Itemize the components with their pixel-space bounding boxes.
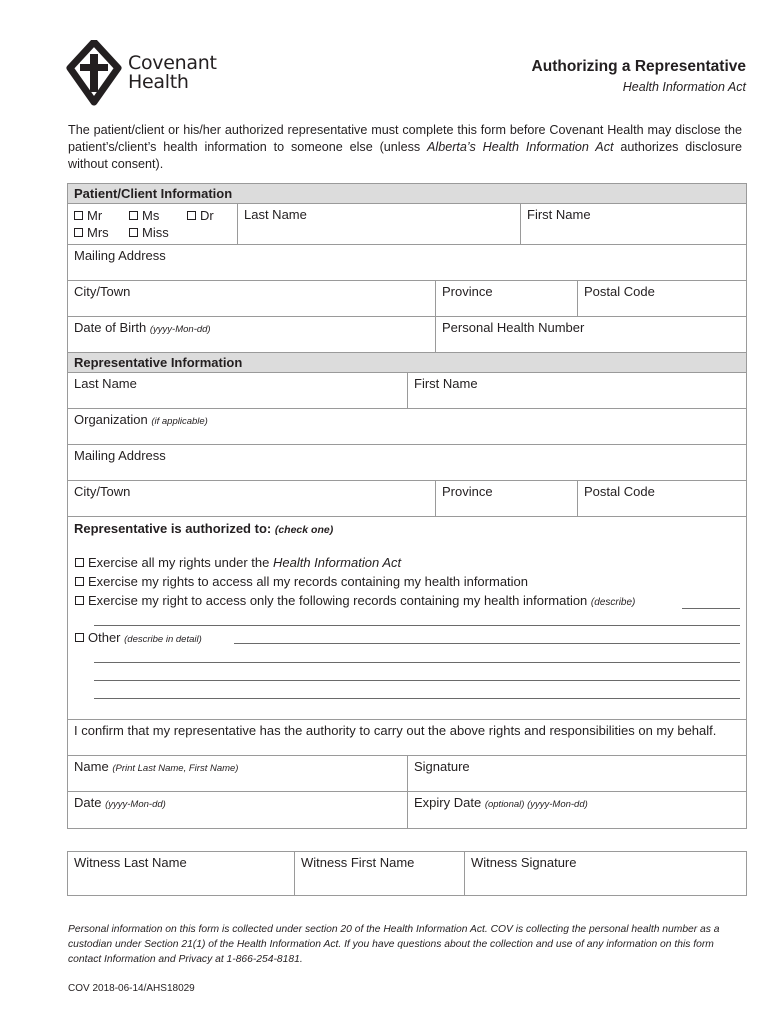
date-hint: (yyyy-Mon-dd): [105, 799, 166, 810]
patient-mailing-row: [68, 245, 746, 281]
rep-city-field[interactable]: [68, 481, 436, 516]
title-mrs-label: Mrs: [87, 225, 109, 240]
describe-line[interactable]: [94, 625, 740, 626]
patient-last-name-label: Last Name: [244, 207, 307, 222]
title-checkboxes: [68, 204, 238, 244]
checkbox[interactable]: [75, 596, 84, 605]
option2-text: Exercise my rights to access all my records containing my health information: [88, 574, 529, 589]
witness-signature-label: Witness Signature: [471, 855, 577, 870]
checkbox[interactable]: [74, 211, 83, 220]
confirm-name-label: Name: [74, 759, 109, 774]
patient-section-heading: Patient/Client Information: [68, 184, 746, 204]
patient-mailing-address-field[interactable]: [68, 245, 746, 280]
confirm-statement: I confirm that my representative has the authority to carry out the above rights and responsibilities on my behalf.: [68, 720, 746, 756]
other-detail-line[interactable]: [94, 662, 740, 663]
intro-part2: authorizes disclosure without consent).: [68, 140, 742, 171]
rep-mailing-address-label: Mailing Address: [74, 448, 166, 463]
rep-postal-code-field[interactable]: [578, 481, 746, 516]
rep-organization-field[interactable]: [68, 409, 746, 444]
checkbox[interactable]: [187, 211, 196, 220]
patient-dob-hint: (yyyy-Mon-dd): [149, 324, 211, 335]
title-dr-label: Dr: [200, 208, 214, 223]
title-row-1: [74, 207, 231, 224]
privacy-notice: Personal information on this form is collected under section 20 of the Health Information Act. COV is collecting the personal health number as a custodian under Section 21(1) of the Health Information Act. If you have questions about the collection and use of any information on this form contact Information and Privacy at 1-866-254-8181.: [68, 924, 720, 965]
confirm-name-field[interactable]: [68, 756, 408, 791]
patient-city-field[interactable]: [68, 281, 436, 316]
patient-dob-label: Date of Birth: [74, 320, 147, 335]
rep-first-name-label: First Name: [414, 376, 478, 391]
witness-signature-field[interactable]: [465, 852, 746, 895]
authorization-heading-text: Representative is authorized to:: [74, 521, 272, 536]
document-subtitle: Health Information Act: [622, 80, 746, 94]
title-dr[interactable]: [187, 208, 214, 223]
rep-organization-label: Organization: [74, 412, 148, 427]
checkbox[interactable]: [129, 228, 138, 237]
confirm-date-row: [68, 792, 746, 828]
title-row-2: [74, 224, 231, 241]
authorization-heading-hint: (check one): [274, 524, 334, 536]
patient-mailing-address-label: Mailing Address: [74, 248, 166, 263]
describe-line[interactable]: [682, 608, 740, 609]
rep-province-label: Province: [442, 484, 493, 499]
rep-city-label: City/Town: [74, 484, 131, 499]
patient-postal-code-label: Postal Code: [584, 284, 655, 299]
title-mrs[interactable]: [74, 224, 129, 241]
witness-first-name-field[interactable]: [295, 852, 465, 895]
rep-name-row: [68, 373, 746, 409]
covenant-health-logo: [66, 40, 226, 106]
option-other[interactable]: [75, 630, 202, 648]
representative-section-heading: Representative Information: [68, 353, 746, 373]
title-ms-label: Ms: [142, 208, 160, 223]
document-title: Authorizing a Representative: [531, 58, 746, 75]
patient-phn-label: Personal Health Number: [442, 320, 585, 335]
witness-last-name-field[interactable]: [68, 852, 295, 895]
date-field[interactable]: [68, 792, 408, 828]
patient-postal-code-field[interactable]: [578, 281, 746, 316]
expiry-date-label: Expiry Date: [414, 795, 482, 810]
witness-first-name-label: Witness First Name: [301, 855, 415, 870]
rep-mailing-address-field[interactable]: [68, 445, 746, 480]
title-mr[interactable]: [74, 207, 129, 224]
date-label: Date: [74, 795, 102, 810]
rep-organization-row: [68, 409, 746, 445]
rep-mailing-row: [68, 445, 746, 481]
patient-province-label: Province: [442, 284, 493, 299]
authorization-section: [68, 517, 746, 720]
form-code: COV 2018-06-14/AHS18029: [68, 983, 195, 994]
signature-label: Signature: [414, 759, 470, 774]
other-detail-line[interactable]: [94, 698, 740, 699]
expiry-date-hint: (optional) (yyyy-Mon-dd): [484, 799, 588, 810]
patient-dob-field[interactable]: [68, 317, 436, 352]
logo-line-health: Health: [128, 71, 189, 93]
cross-shield-icon: [66, 40, 122, 106]
option3-hint: (describe): [590, 597, 636, 608]
title-miss[interactable]: [129, 225, 169, 240]
rep-province-field[interactable]: [436, 481, 578, 516]
option3-text: Exercise my right to access only the following records containing my health information: [88, 593, 588, 608]
patient-province-field[interactable]: [436, 281, 578, 316]
main-form: [67, 183, 747, 829]
checkbox[interactable]: [75, 558, 84, 567]
other-detail-line[interactable]: [94, 680, 740, 681]
confirm-name-row: [68, 756, 746, 792]
option1-act: Health Information Act: [272, 555, 402, 570]
patient-last-name-field[interactable]: [238, 204, 521, 244]
option1-text: Exercise all my rights under the: [88, 555, 273, 570]
rep-first-name-field[interactable]: [408, 373, 746, 408]
checkbox[interactable]: [75, 633, 84, 642]
title-mr-label: Mr: [87, 208, 103, 223]
checkbox[interactable]: [74, 228, 83, 237]
title-ms[interactable]: [129, 207, 187, 224]
intro-part1: The patient/client or his/her authorized representative must complete this form before Covenant Health may disclose the patient’s/client’s health information to someone else (unless: [68, 123, 742, 154]
patient-dob-row: [68, 317, 746, 353]
patient-city-label: City/Town: [74, 284, 131, 299]
intro-act: Alberta’s Health Information Act: [427, 140, 614, 154]
rep-last-name-label: Last Name: [74, 376, 137, 391]
logo-text: [128, 54, 217, 92]
option-access-all-records[interactable]: [75, 574, 528, 590]
rep-postal-code-label: Postal Code: [584, 484, 655, 499]
authorization-heading: [74, 521, 740, 536]
option-exercise-all-rights[interactable]: [75, 555, 401, 571]
rep-organization-hint: (if applicable): [151, 416, 208, 427]
intro-paragraph: [68, 122, 742, 173]
title-miss-label: Miss: [142, 225, 169, 240]
logo-line-covenant: Covenant: [128, 52, 217, 74]
expiry-date-field[interactable]: [408, 792, 746, 828]
checkbox[interactable]: [129, 211, 138, 220]
patient-name-row: [68, 204, 746, 245]
checkbox[interactable]: [75, 577, 84, 586]
witness-section: [67, 851, 747, 896]
rep-last-name-field[interactable]: [68, 373, 408, 408]
patient-city-row: [68, 281, 746, 317]
patient-first-name-field[interactable]: [521, 204, 746, 244]
option-access-following-records[interactable]: [75, 593, 635, 611]
confirm-name-hint: (Print Last Name, First Name): [112, 763, 239, 774]
patient-phn-field[interactable]: [436, 317, 746, 352]
witness-last-name-label: Witness Last Name: [74, 855, 187, 870]
other-hint: (describe in detail): [124, 634, 202, 645]
other-text: Other: [88, 630, 121, 645]
rep-city-row: [68, 481, 746, 517]
signature-field[interactable]: [408, 756, 746, 791]
patient-first-name-label: First Name: [527, 207, 591, 222]
other-detail-line[interactable]: [234, 643, 740, 644]
